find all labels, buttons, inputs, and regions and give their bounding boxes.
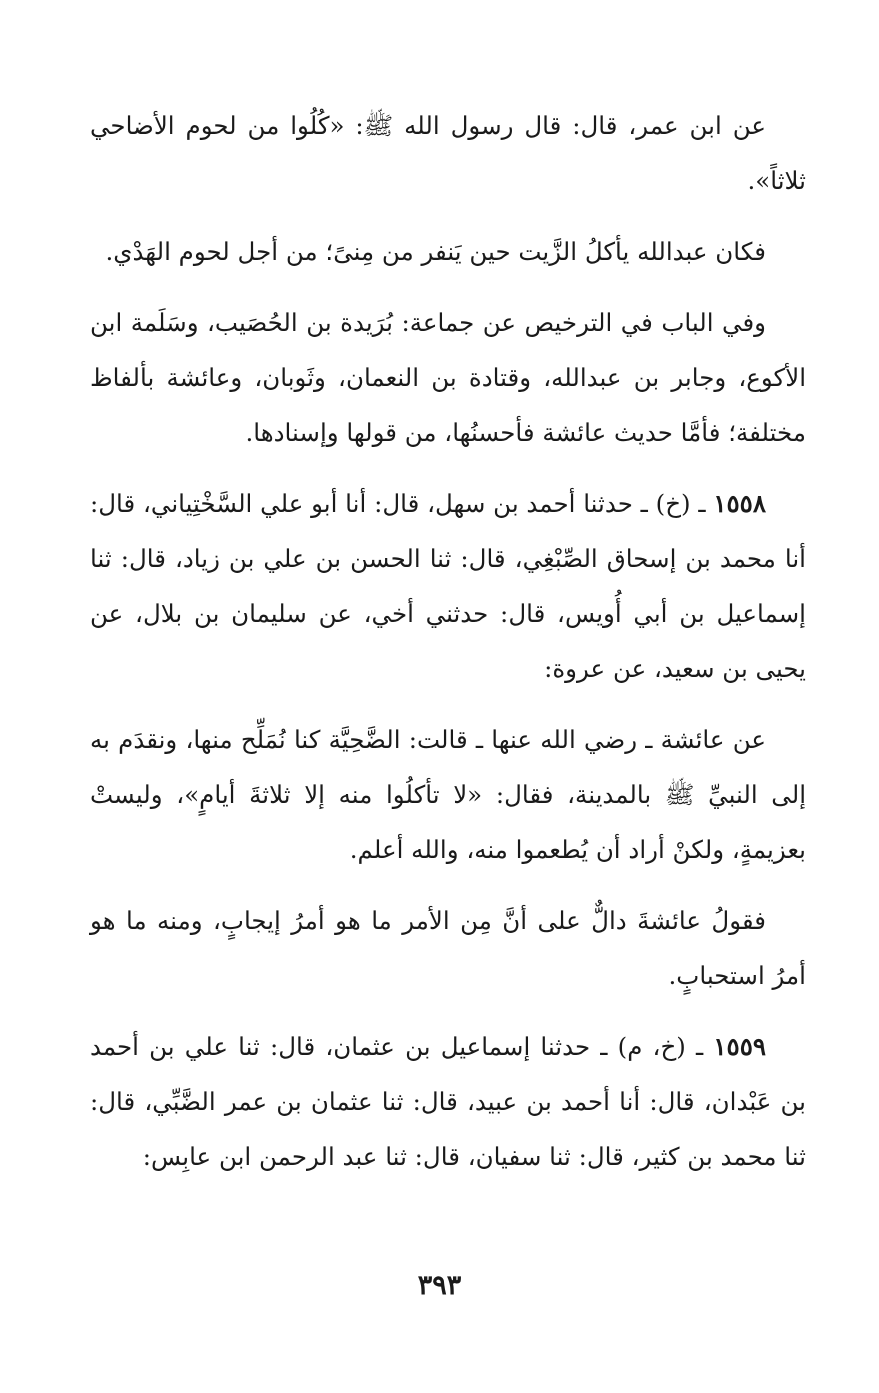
paragraph-2-text: فكان عبدالله يأكلُ الزَّيت حين يَنفر من مِنىً؛ من أجل لحوم الهَدْي. [105,237,766,266]
hadith-number: ١٥٥٨ [713,489,766,518]
hadith-number: ١٥٥٩ [713,1032,767,1061]
paragraph-3 [90,295,806,460]
hadith-1559 [90,1019,806,1184]
paragraph-1-text: عن ابن عمر، قال: قال رسول الله ﷺ: «كُلُوا من لحوم الأضاحي ثلاثاً». [90,111,806,195]
paragraph-6 [90,893,806,1003]
paragraph-5-text: عن عائشة ـ رضي الله عنها ـ قالت: الضَّحِيَّة كنا نُمَلِّح منها، ونقدَم به إلى النبيِّ ﷺ بالمدينة، فقال: «لا تأكلُوا منه إلا ثلاثةَ أيامٍ»، وليستْ بعزيمةٍ، ولكنْ أراد أن يُطعموا منه، والله أعلم. [90,725,806,864]
paragraph-5 [90,712,806,877]
hadith-1558 [90,476,806,696]
paragraph-3-text: وفي الباب في الترخيص عن جماعة: بُرَيدة بن الحُصَيب، وسَلَمة ابن الأكوع، وجابر بن عبدالله، وقتادة بن النعمان، وثَوبان، وعائشة بألفاظ مختلفة؛ فأمَّا حديث عائشة فأحسنُها، من قولها وإسنادها. [90,308,806,447]
hadith-1558-text: ـ (خ) ـ حدثنا أحمد بن سهل، قال: أنا أبو علي السَّخْتِياني، قال: أنا محمد بن إسحاق الصِّبْغِي، قال: ثنا الحسن بن علي بن زياد، قال: ثنا إسماعيل بن أبي أُويس، قال: حدثني أخي، عن سليمان بن بلال، عن يحيى بن سعيد، عن عروة: [90,489,806,683]
paragraph-2 [90,224,806,279]
page-number: ٣٩٣ [417,1270,462,1301]
page-body [90,98,806,1200]
hadith-1559-text: ـ (خ، م) ـ حدثنا إسماعيل بن عثمان، قال: ثنا علي بن أحمد بن عَبْدان، قال: أنا أحمد بن عبيد، قال: ثنا عثمان بن عمر الضَّبِّي، قال: ثنا محمد بن كثير، قال: ثنا سفيان، قال: ثنا عبد الرحمن ابن عابِس: [90,1032,806,1171]
paragraph-1 [90,98,806,208]
paragraph-6-text: فقولُ عائشةَ دالٌّ على أنَّ مِن الأمر ما هو أمرُ إيجابٍ، ومنه ما هو أمرُ استحبابٍ. [90,906,806,990]
